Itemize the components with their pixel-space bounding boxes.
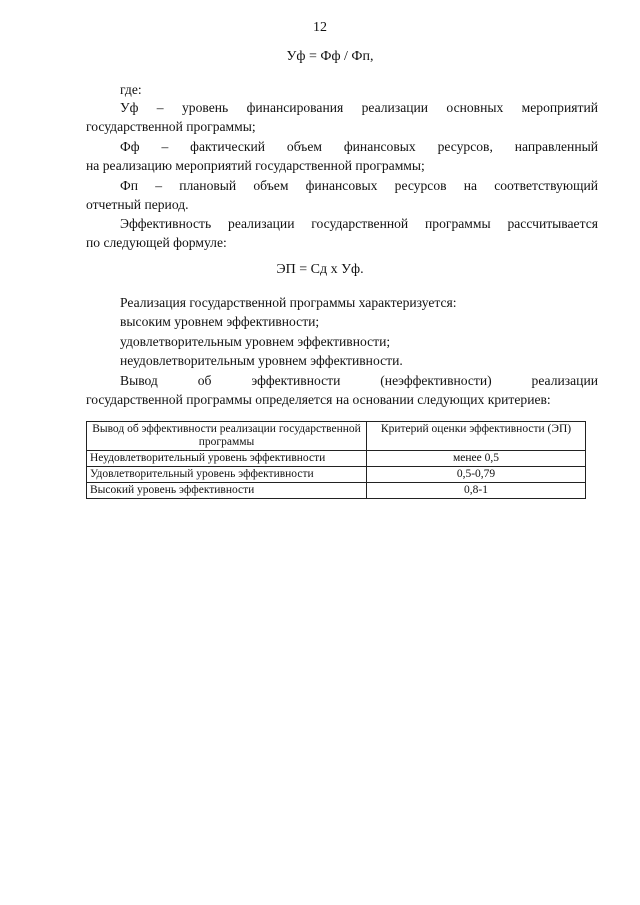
level-high: высоким уровнем эффективности; [120,314,320,329]
definition-uf-line-2: государственной программы; [86,119,256,134]
characterization-intro: Реализация государственной программы характеризуется: [120,295,457,310]
formula-ep: ЭП = Сд х Уф. [276,262,364,277]
definition-fp-line-1: Фп – плановый объем финансовых ресурсов на соответствующий [120,178,598,193]
definition-ff-line-2: на реализацию мероприятий государственной программы; [86,158,425,173]
column-header-criterion: Критерий оценки эффективности (ЭП) [367,422,586,451]
level-satisfactory: удовлетворительным уровнем эффективности; [120,334,391,349]
conclusion-line-1: Вывод об эффективности (неэффективности) реализации [120,373,598,388]
table-row [87,451,586,467]
conclusion-line-2: государственной программы определяется на основании следующих критериев: [86,392,551,407]
criteria-table [86,421,586,499]
efficiency-line-2: по следующей формуле: [86,235,227,250]
definition-uf-line-1: Уф – уровень финансирования реализации основных мероприятий [120,100,598,115]
table-cell-criterion: 0,5-0,79 [367,467,586,483]
efficiency-line-1: Эффективность реализации государственной программы рассчитывается [120,216,598,231]
where-label: где: [120,82,142,97]
table-cell-criterion: менее 0,5 [367,451,586,467]
table-cell-criterion: 0,8-1 [367,483,586,499]
level-unsatisfactory: неудовлетворительным уровнем эффективности. [120,353,403,368]
definition-ff-line-1: Фф – фактический объем финансовых ресурсов, направленный [120,139,598,154]
table-cell-conclusion: Удовлетворительный уровень эффективности [87,467,367,483]
column-header-conclusion: Вывод об эффективности реализации государственной программы [87,422,367,451]
table-cell-conclusion: Высокий уровень эффективности [87,483,367,499]
table-row [87,483,586,499]
table-header-row [87,422,586,451]
table-row [87,467,586,483]
definition-fp-line-2: отчетный период. [86,197,189,212]
table-cell-conclusion: Неудовлетворительный уровень эффективности [87,451,367,467]
page-number: 12 [313,20,327,35]
formula-uf: Уф = Фф / Фп, [286,49,374,64]
